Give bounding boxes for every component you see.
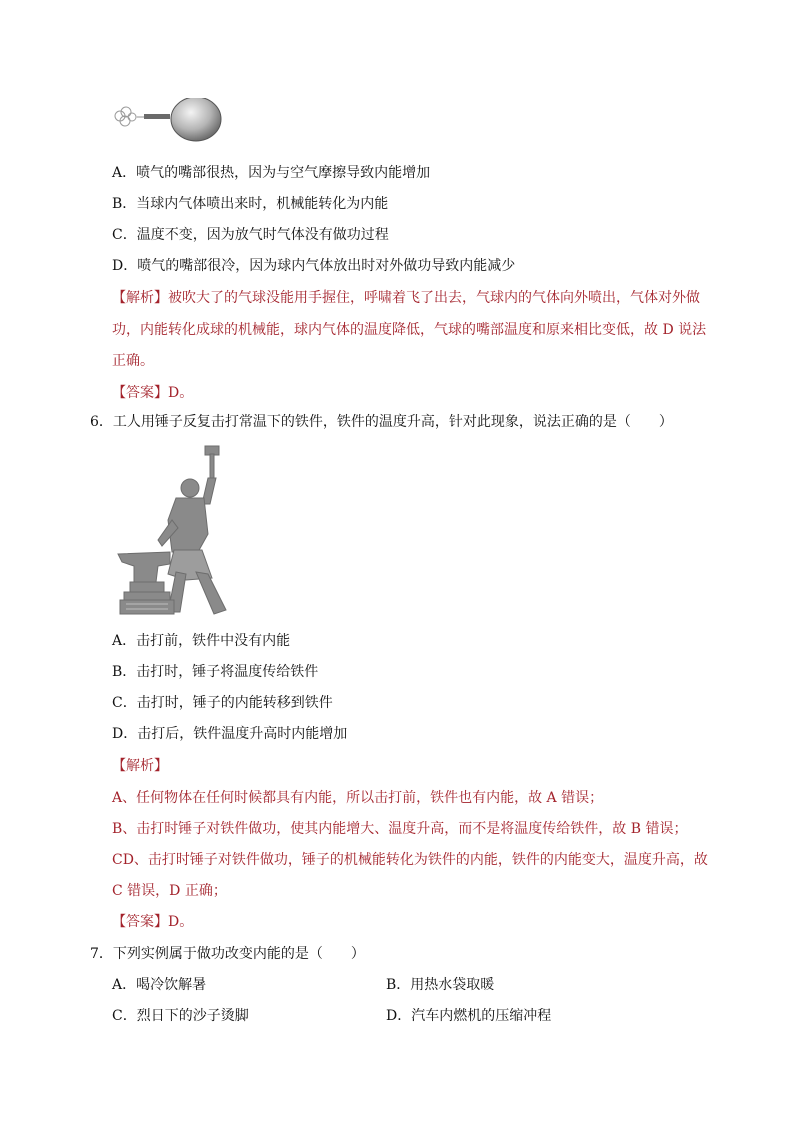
q5-analysis-label: 【解析】 — [112, 290, 168, 306]
q5-analysis-text-1: 被吹大了的气球没能用手握住，呼啸着飞了出去，气球内的气体向外喷出，气体对外做 — [168, 290, 700, 306]
q7-question: 7．下列实例属于做功改变内能的是（ ） — [90, 946, 365, 962]
q5-option-c: C．温度不变，因为放气时气体没有做功过程 — [112, 227, 389, 243]
q6-analysis-line-1: A、任何物体在任何时候都具有内能，所以击打前，铁件也有内能，故 A 错误； — [112, 790, 604, 806]
q7-option-c: C．烈日下的沙子烫脚 — [112, 1008, 249, 1024]
q6-answer-value: D。 — [168, 914, 194, 930]
q6-analysis-line-2: B、击打时锤子对铁件做功，使其内能增大、温度升高，而不是将温度传给铁件，故 B 错误； — [112, 821, 688, 837]
q6-option-c: C．击打时，锤子的内能转移到铁件 — [112, 695, 333, 711]
blacksmith-figure — [116, 442, 256, 618]
q5-answer-label: 【答案】 — [112, 385, 168, 401]
q6-option-d: D．击打后，铁件温度升高时内能增加 — [112, 726, 348, 742]
q5-answer — [112, 384, 193, 402]
q6-answer — [112, 913, 193, 931]
q5-answer-value: D。 — [168, 385, 194, 401]
q6-analysis-label: 【解析】 — [112, 758, 168, 774]
q6-question: 6．工人用锤子反复击打常温下的铁件，铁件的温度升高，针对此现象，说法正确的是（ ） — [90, 414, 673, 430]
q6-option-a: A．击打前，铁件中没有内能 — [112, 633, 291, 649]
q6-answer-label: 【答案】 — [112, 914, 168, 930]
q6-analysis-line-4: C 错误，D 正确； — [112, 883, 227, 899]
q6-option-b: B．击打时，锤子将温度传给铁件 — [112, 664, 319, 680]
q7-option-d: D．汽车内燃机的压缩冲程 — [386, 1008, 552, 1024]
q5-option-a: A．喷气的嘴部很热，因为与空气摩擦导致内能增加 — [112, 165, 431, 181]
q5-analysis-line-1 — [112, 289, 700, 307]
q7-option-a: A．喝冷饮解暑 — [112, 977, 207, 993]
q5-option-d: D．喷气的嘴部很冷，因为球内气体放出时对外做功导致内能减少 — [112, 258, 516, 274]
q5-option-b: B．当球内气体喷出来时，机械能转化为内能 — [112, 196, 389, 212]
balloon-figure — [112, 98, 224, 144]
q6-analysis-line-3: CD、击打时锤子对铁件做功，锤子的机械能转化为铁件的内能，铁件的内能变大，温度升高，故 — [112, 852, 708, 868]
q7-option-b: B．用热水袋取暖 — [386, 977, 495, 993]
q5-analysis-line-3: 正确。 — [112, 353, 154, 369]
q5-analysis-line-2: 功，内能转化成球的机械能，球内气体的温度降低，气球的嘴部温度和原来相比变低，故 D 说法 — [112, 322, 707, 338]
